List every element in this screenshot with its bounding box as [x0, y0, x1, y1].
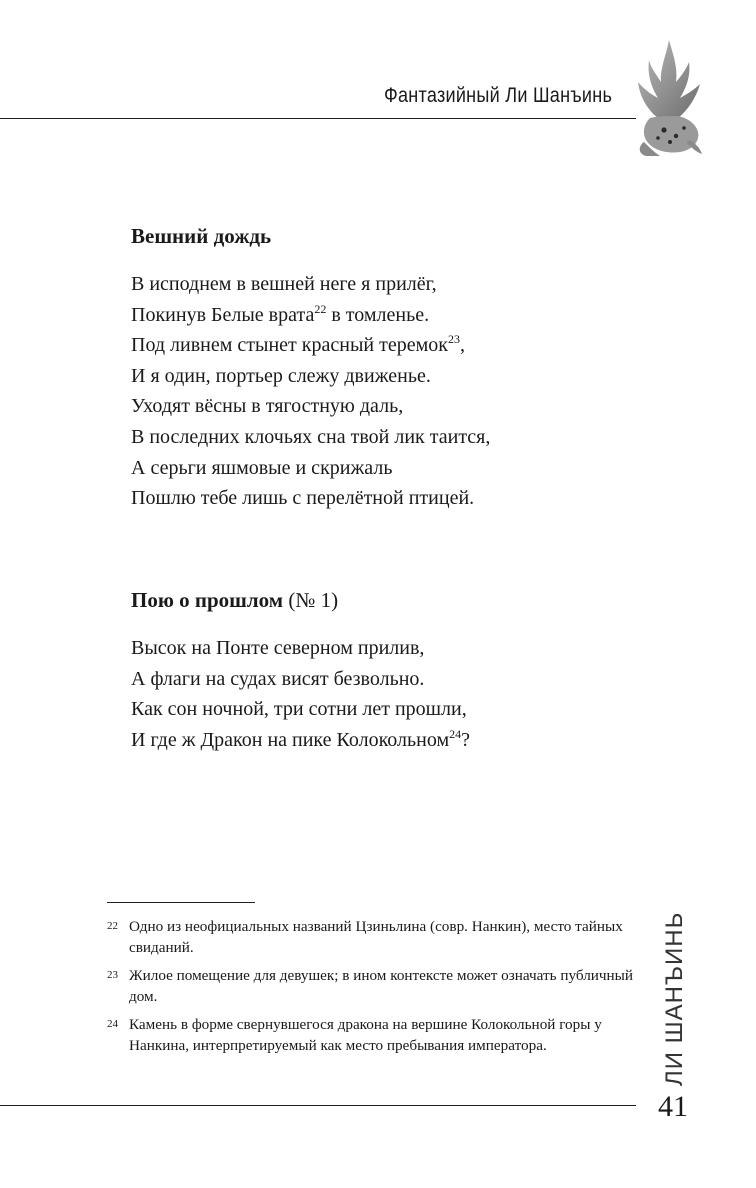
poem-title: Вешний дождь [131, 224, 272, 248]
dragon-sculpture-icon [630, 38, 708, 160]
running-head-title: Фантазийный Ли Шанъинь [384, 84, 613, 107]
footnote-rule [107, 902, 255, 903]
poem-line: Покинув Белые врата$^{22}$ в томленье. [131, 301, 430, 326]
poem-line: В последних клочьях сна твой лик таится, [131, 425, 491, 448]
poem-line: Как сон ночной, три сотни лет прошли, [131, 698, 467, 721]
poem-line: Уходят вёсны в тягостную даль, [131, 395, 404, 418]
poem-song-of-past [131, 590, 470, 755]
header-rule [0, 118, 636, 119]
footnote-ref[interactable]: 22 [314, 301, 327, 316]
poem-line: Под ливнем стынет красный теремок$^{23}$, [131, 332, 465, 357]
poem-line: В исподнем в вешней неге я прилёг, [131, 273, 437, 295]
poem-title: Пою о прошлом (№ 1) [131, 588, 339, 612]
footnote-number: 22 [107, 920, 118, 932]
footnote-number: 24 [107, 1018, 118, 1030]
footnote-text: Камень в форме свернувшегося дракона на вершине Колокольной горы у Нанкина, интерпретируемый как место пребывания императора. [129, 1016, 602, 1054]
footnote [107, 916, 637, 958]
poem-line: И я один, портьер слежу движенье. [131, 364, 431, 387]
footnote-text: Одно из неофициальных названий Цзиньлина (совр. Нанкин), место тайных свиданий. [129, 918, 623, 956]
poem-line: А флаги на судах висят безвольно. [131, 667, 425, 690]
footer-rule [0, 1105, 636, 1106]
footnote [107, 965, 637, 1007]
side-author-label: ЛИ ШАНЪИНЬ [661, 911, 688, 1087]
poem-line: Пошлю тебе лишь с перелётной птицей. [131, 487, 475, 510]
footnote-ref[interactable]: 24 [449, 726, 462, 741]
poem-line: Высок на Понте северном прилив, [131, 637, 425, 659]
poem-line: И где ж Дракон на пике Колокольном$^{24}$? [131, 726, 470, 751]
footnote-number: 23 [107, 969, 118, 981]
poem-spring-rain [131, 226, 490, 514]
footnotes [107, 916, 637, 1063]
poem-line: А серьги яшмовые и скрижаль [131, 456, 393, 479]
page-number: 41 [658, 1090, 688, 1123]
footnote-ref[interactable]: 23 [447, 332, 460, 347]
footnote [107, 1014, 637, 1056]
footnote-text: Жилое помещение для девушек; в ином контексте может означать публичный дом. [129, 967, 634, 1005]
